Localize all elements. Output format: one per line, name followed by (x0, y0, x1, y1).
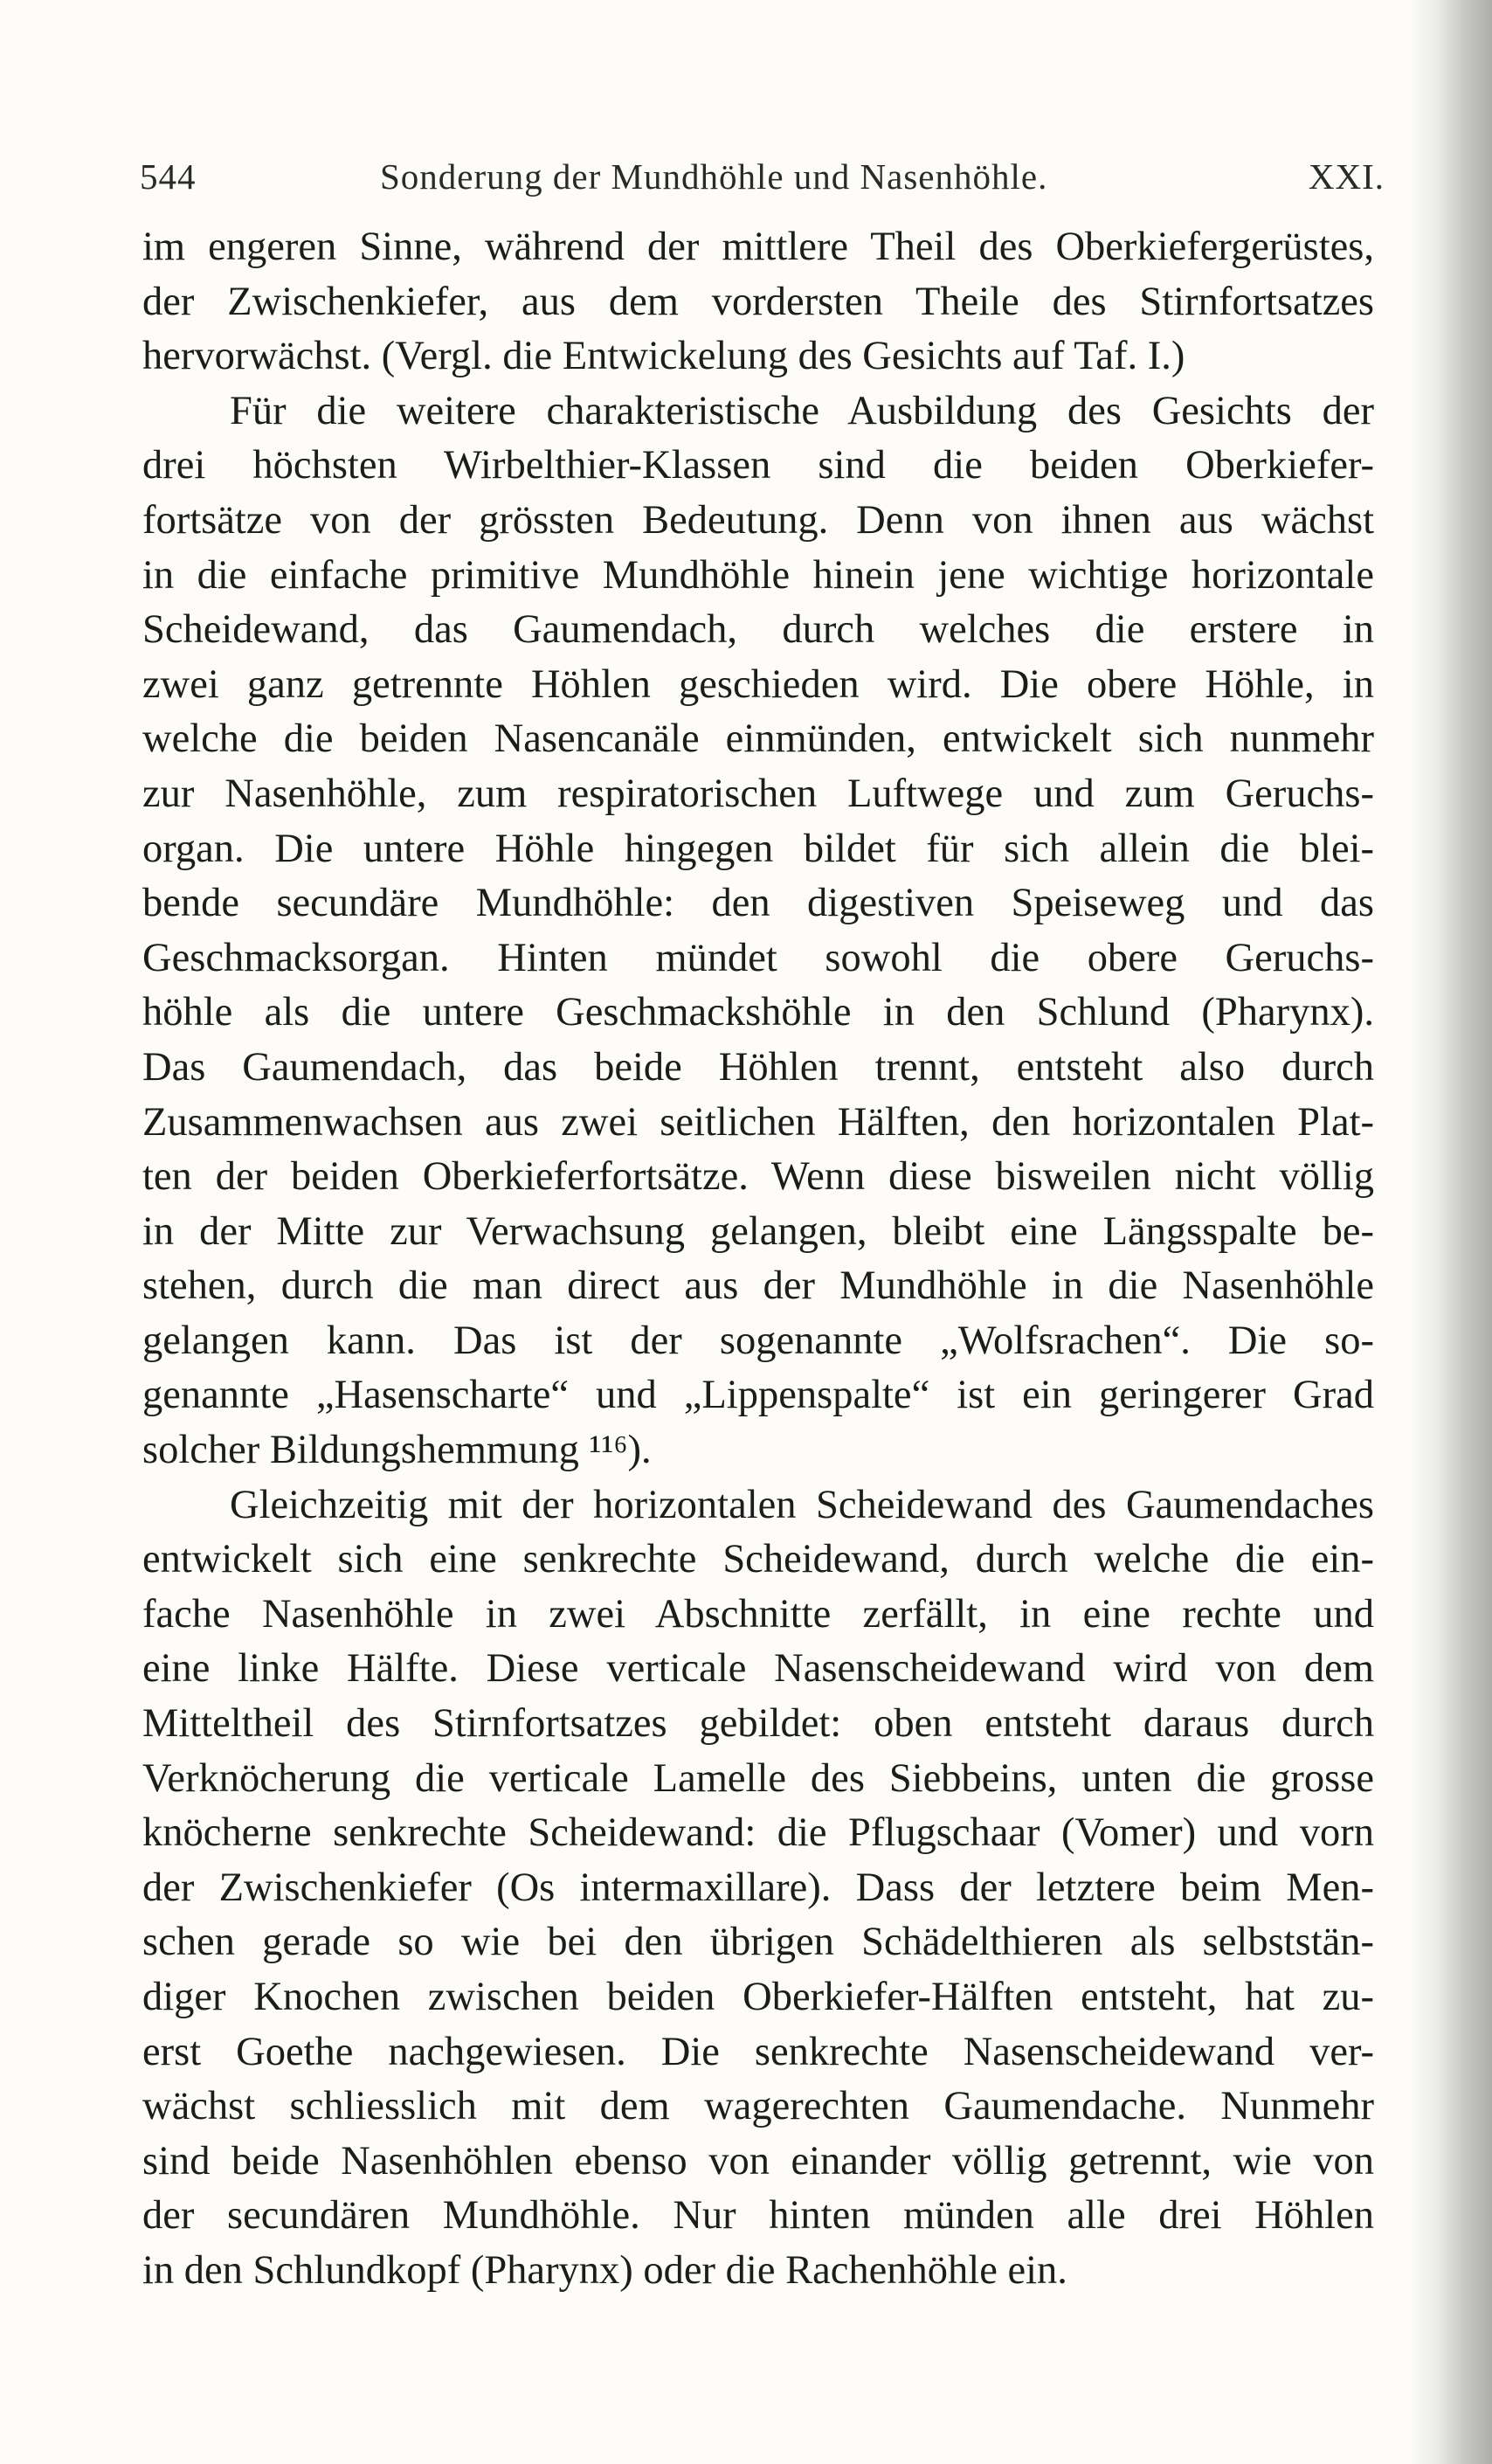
text-line: zur Nasenhöhle, zum respiratorischen Luftwege und zum Geruchs- (142, 771, 1374, 816)
paragraph (142, 220, 1374, 384)
body-text (142, 220, 1374, 2299)
text-line: ten der beiden Oberkieferfortsätze. Wenn diese bisweilen nicht völlig (142, 1154, 1374, 1200)
text-line: gelangen kann. Das ist der sogenannte „Wolfsrachen“. Die so- (142, 1318, 1374, 1363)
text-line: der Zwischenkiefer (Os intermaxillare). Dass der letztere beim Men- (142, 1865, 1374, 1910)
text-line: hervorwächst. (Vergl. die Entwickelung des Gesichts auf Taf. I.) (142, 334, 1185, 379)
paragraph (142, 384, 1374, 1478)
text-line: Das Gaumendach, das beide Höhlen trennt, entsteht also durch (142, 1044, 1374, 1090)
page-number: 544 (140, 156, 197, 197)
text-line: diger Knochen zwischen beiden Oberkiefer-Hälften entsteht, hat zu- (142, 1975, 1374, 2019)
text-line: fortsätze von der grössten Bedeutung. Denn von ihnen aus wächst (142, 497, 1374, 543)
text-line: in den Schlundkopf (Pharynx) oder die Rachenhöhle ein. (142, 2247, 1067, 2293)
paragraph (142, 1478, 1374, 2299)
text-line: knöcherne senkrechte Scheidewand: die Pflugschaar (Vomer) und vorn (142, 1810, 1374, 1856)
text-line: in die einfache primitive Mundhöhle hinein jene wichtige horizontale (142, 552, 1374, 598)
text-line: stehen, durch die man direct aus der Mundhöhle in die Nasenhöhle (142, 1263, 1374, 1309)
text-line: Gleichzeitig mit der horizontalen Scheidewand des Gaumendaches (230, 1482, 1374, 1527)
text-line: schen gerade so wie bei den übrigen Schädelthieren als selbststän- (142, 1920, 1374, 1965)
text-line: bende secundäre Mundhöhle: den digestiven Speiseweg und das (142, 881, 1374, 926)
text-line: der Zwischenkiefer, aus dem vordersten Theile des Stirnfortsatzes (142, 279, 1374, 324)
text-line: im engeren Sinne, während der mittlere Theil des Oberkiefergerüstes, (142, 225, 1374, 269)
text-line: solcher Bildungshemmung ¹¹⁶). (142, 1428, 652, 1473)
text-line: in der Mitte zur Verwachsung gelangen, bleibt eine Längsspalte be- (142, 1208, 1374, 1254)
text-line: höhle als die untere Geschmackshöhle in den Schlund (Pharynx). (142, 990, 1374, 1035)
text-line: organ. Die untere Höhle hingegen bildet für sich allein die blei- (142, 826, 1374, 871)
running-title: Sonderung der Mundhöhle und Nasenhöhle. (380, 156, 1048, 197)
text-line: drei höchsten Wirbelthier-Klassen sind die beiden Oberkiefer- (142, 443, 1374, 488)
text-line: der secundären Mundhöhle. Nur hinten münden alle drei Höhlen (142, 2193, 1374, 2239)
page-edge-shadow (1409, 0, 1492, 2464)
text-line: fache Nasenhöhle in zwei Abschnitte zerfällt, in eine rechte und (142, 1591, 1374, 1637)
text-line: wächst schliesslich mit dem wagerechten Gaumendache. Nunmehr (142, 2084, 1374, 2129)
text-line: Zusammenwachsen aus zwei seitlichen Hälften, den horizontalen Plat- (142, 1099, 1374, 1145)
text-line: entwickelt sich eine senkrechte Scheidewand, durch welche die ein- (142, 1537, 1374, 1582)
text-line: Scheidewand, das Gaumendach, durch welches die erstere in (142, 607, 1374, 653)
text-line: erst Goethe nachgewiesen. Die senkrechte Nasenscheidewand ver- (142, 2029, 1374, 2074)
text-line: genannte „Hasenscharte“ und „Lippenspalte“ ist ein geringerer Grad (142, 1373, 1374, 1418)
text-line: eine linke Hälfte. Diese verticale Nasenscheidewand wird von dem (142, 1646, 1374, 1692)
text-line: Für die weitere charakteristische Ausbildung des Gesichts der (230, 388, 1374, 433)
text-line: Geschmacksorgan. Hinten mündet sowohl die obere Geruchs- (142, 935, 1374, 980)
text-line: Verknöcherung die verticale Lamelle des Siebbeins, unten die grosse (142, 1755, 1374, 1801)
text-line: Mitteltheil des Stirnfortsatzes gebildet: oben entsteht daraus durch (142, 1701, 1374, 1747)
text-line: zwei ganz getrennte Höhlen geschieden wird. Die obere Höhle, in (142, 661, 1374, 707)
running-header (140, 156, 1385, 208)
text-line: welche die beiden Nasencanäle einmünden, entwickelt sich nunmehr (142, 716, 1374, 762)
chapter-number: XXI. (1308, 156, 1385, 197)
text-line: sind beide Nasenhöhlen ebenso von einander völlig getrennt, wie von (142, 2138, 1374, 2184)
